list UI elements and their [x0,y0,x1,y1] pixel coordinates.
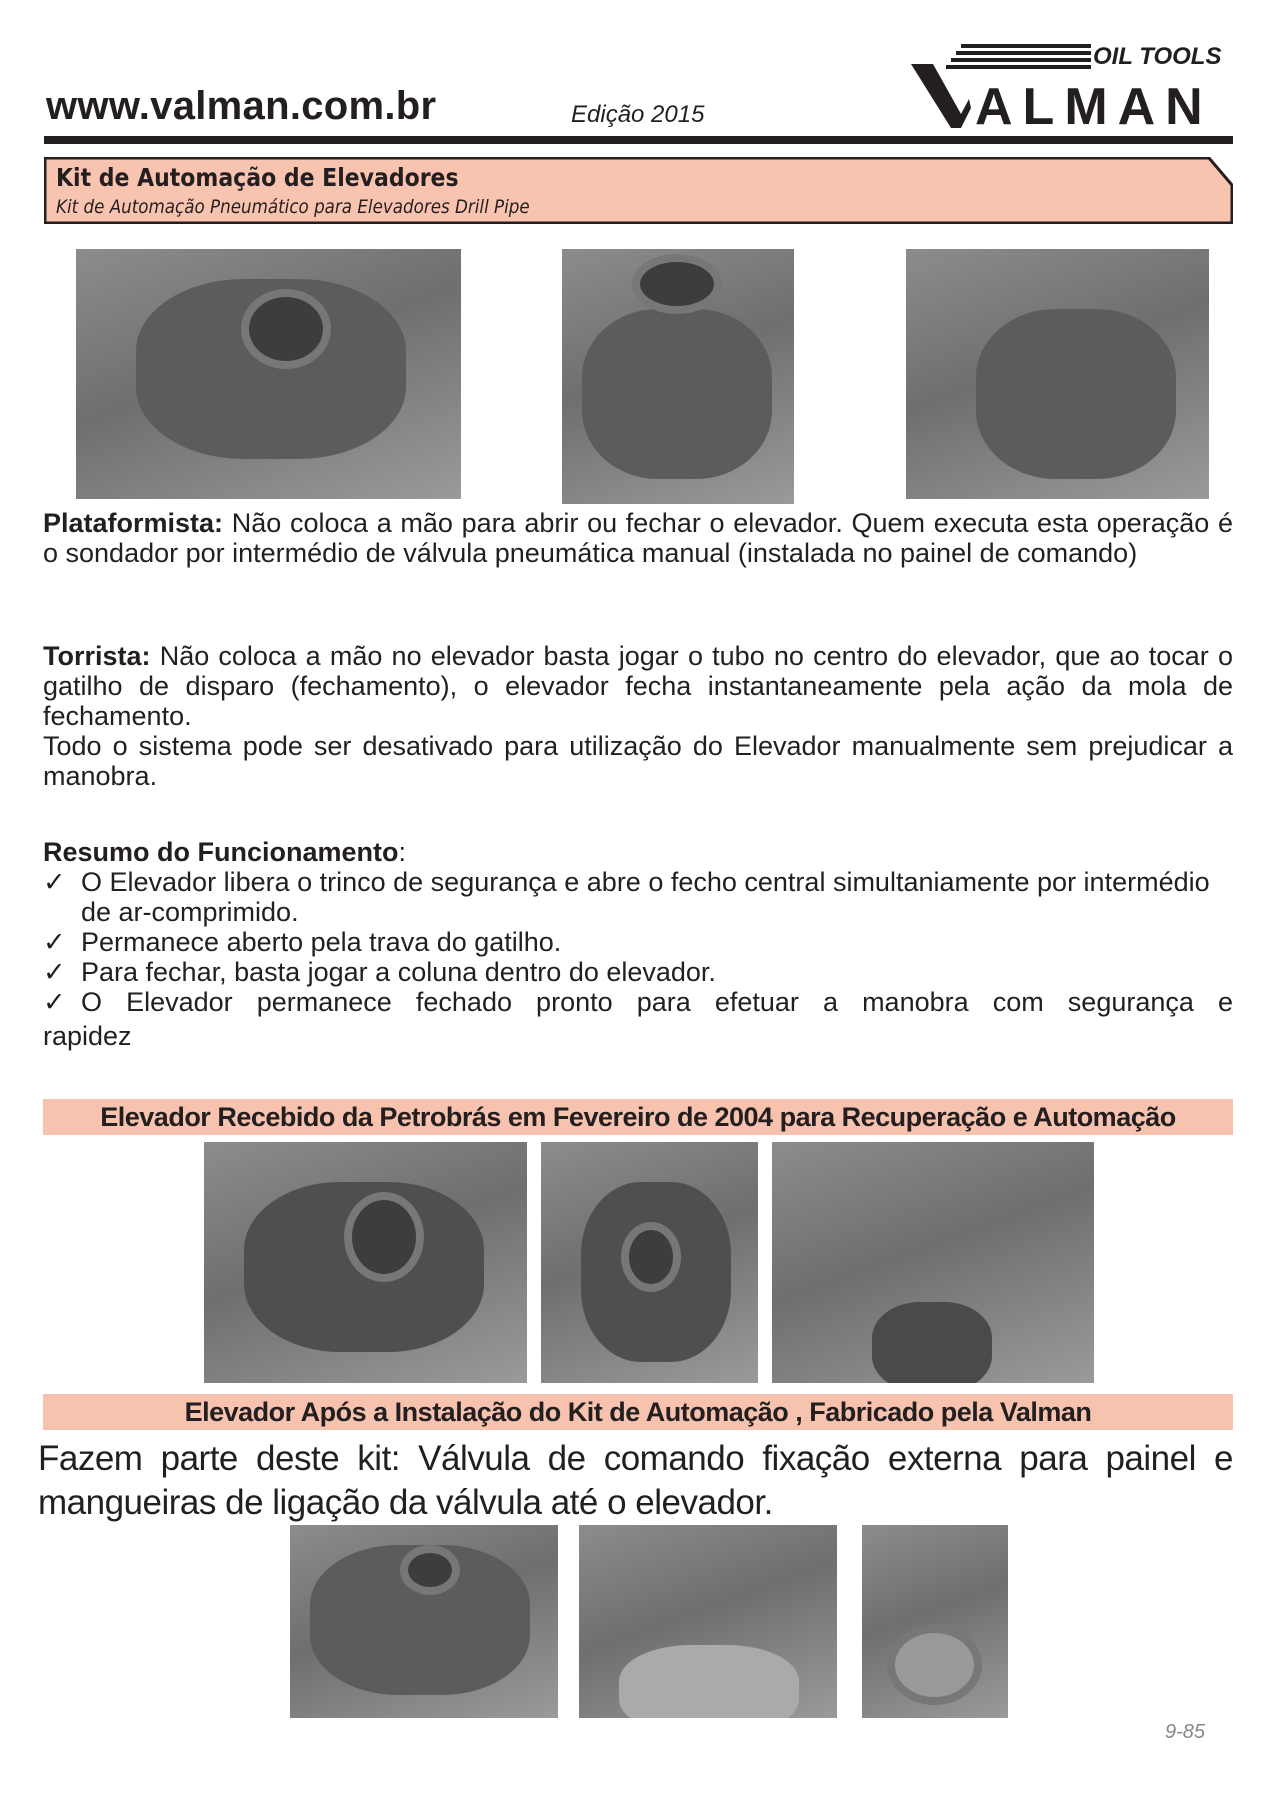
photo-installed-kit-1 [290,1525,558,1718]
list-item-continuation: rapidez [43,1021,132,1051]
website-url: www.valman.com.br [46,84,437,128]
check-icon: ✓ [43,867,66,897]
kit-description: Fazem parte deste kit: Válvula de comando fixação externa para painel e mangueiras de ligação da válvula até o elevador. [38,1439,1233,1522]
edition-label: Edição 2015 [571,101,705,128]
resumo-section: Resumo do Funcionamento: ✓ O Elevador libera o trinco de segurança e abre o fecho central simultaniamente por intermédio de ar-comprimido. ✓ Permanece aberto pela trava do gatilho. ✓ Para fechar, basta jogar a coluna dentro do elevador. ✓ O Elevador permanece fechado pronto para efetuar a manobra com segurança e rapidez [43,837,1233,1051]
svg-text:ALMAN: ALMAN [975,78,1213,128]
torrista-paragraph: Torrista: Não coloca a mão no elevador basta jogar o tubo no centro do elevador, que ao tocar o gatilho de disparo (fechamento), o elevador fecha instantaneamente pela ação da mola de fechamento. Todo o sistema pode ser desativado para utilização do Elevador manualmente sem prejudicar a manobra. [43,641,1233,791]
banner-after-installation: Elevador Após a Instalação do Kit de Automação , Fabricado pela Valman [43,1394,1233,1430]
section-title-box [44,157,1233,224]
photo-received-elevator-1 [204,1142,527,1383]
banner-received: Elevador Recebido da Petrobrás em Fevereiro de 2004 para Recuperação e Automação [43,1099,1233,1135]
photo-installed-kit-2 [579,1525,837,1718]
photo-elevator-kit-side [906,249,1209,499]
list-item: ✓ O Elevador permanece fechado pronto para efetuar a manobra com segurança e [43,987,1233,1017]
list-item: ✓ Permanece aberto pela trava do gatilho. [43,927,562,957]
photo-installed-kit-3 [862,1525,1008,1718]
section-subtitle: Kit de Automação Pneumático para Elevadores Drill Pipe [56,196,530,218]
page-number: 9-85 [1165,1721,1206,1743]
svg-text:OIL TOOLS: OIL TOOLS [1093,44,1222,70]
photo-elevator-kit-top [76,249,461,499]
check-icon: ✓ [43,957,66,987]
section-title: Kit de Automação de Elevadores [56,163,459,192]
header-divider [44,136,1233,144]
resumo-heading: Resumo do Funcionamento [43,837,399,867]
check-icon: ✓ [43,987,66,1017]
valman-logo [911,44,1233,128]
list-item: ✓ Para fechar, basta jogar a coluna dentro do elevador. [43,957,716,987]
photo-received-elevator-3 [772,1142,1094,1383]
photo-received-elevator-2 [541,1142,758,1383]
list-item: ✓ O Elevador libera o trinco de segurança e abre o fecho central simultaniamente por intermédio de ar-comprimido. [43,867,1210,927]
photo-elevator-kit-front [562,249,794,504]
check-icon: ✓ [43,927,66,957]
plataformista-paragraph: Plataformista: Não coloca a mão para abrir ou fechar o elevador. Quem executa esta operação é o sondador por intermédio de válvula pneumática manual (instalada no painel de comando) [43,508,1233,568]
